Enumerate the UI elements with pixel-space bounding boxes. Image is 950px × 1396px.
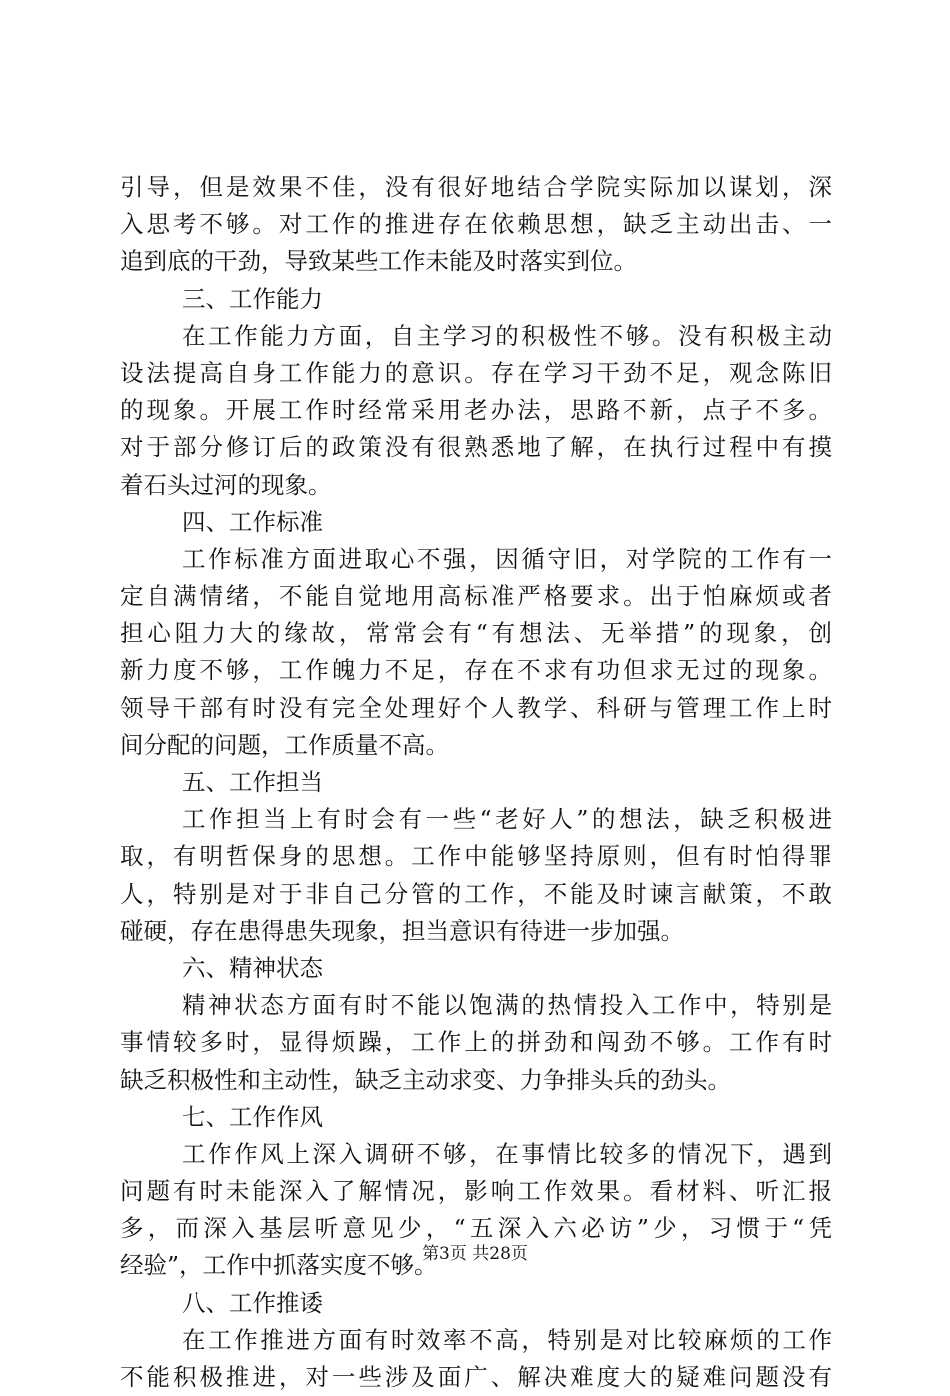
- section-heading: 七、工作作风: [182, 1102, 323, 1131]
- paragraph-line: 不能积极推进，对一些涉及面广、解决难度大的疑难问题没有: [120, 1363, 832, 1391]
- paragraph-line: 入思考不够。对工作的推进存在依赖思想，缺乏主动出击、一: [120, 210, 832, 239]
- section-heading: 三、工作能力: [182, 284, 323, 313]
- paragraph-first-line: 工作作风上深入调研不够，在事情比较多的情况下，遇到: [182, 1139, 832, 1168]
- paragraph-line: 对于部分修订后的政策没有很熟悉地了解，在执行过程中有摸: [120, 433, 832, 462]
- paragraph-line: 碰硬，存在患得患失现象，担当意识有待进一步加强。: [120, 916, 684, 945]
- paragraph-line: 的现象。开展工作时经常采用老办法，思路不新，点子不多。: [120, 396, 832, 425]
- paragraph-line: 间分配的问题，工作质量不高。: [120, 730, 449, 759]
- paragraph-line: 引导，但是效果不佳，没有很好地结合学院实际加以谋划，深: [120, 173, 832, 201]
- page-footer: 第3页 共28页: [422, 1244, 528, 1264]
- paragraph-first-line: 精神状态方面有时不能以饱满的热情投入工作中，特别是: [182, 991, 832, 1020]
- document-body: [120, 169, 832, 1396]
- paragraph-line: 担心阻力大的缘故，常常会有“有想法、无举措”的现象，创: [120, 619, 832, 648]
- section-heading: 四、工作标准: [182, 507, 323, 536]
- paragraph-line: 取，有明哲保身的思想。工作中能够坚持原则，但有时怕得罪: [120, 842, 832, 871]
- paragraph-line: 问题有时未能深入了解情况，影响工作效果。看材料、听汇报: [120, 1177, 832, 1206]
- paragraph-line: 多，而深入基层听意见少，“五深入六必访”少，习惯于“凭: [120, 1214, 832, 1243]
- paragraph-line: 缺乏积极性和主动性，缺乏主动求变、力争排头兵的劲头。: [120, 1065, 731, 1094]
- paragraph-first-line: 工作标准方面进取心不强，因循守旧，对学院的工作有一: [182, 544, 832, 573]
- section-heading: 五、工作担当: [182, 768, 323, 796]
- paragraph-line: 新力度不够，工作魄力不足，存在不求有功但求无过的现象。: [120, 656, 832, 685]
- paragraph-line: 事情较多时，显得烦躁，工作上的拼劲和闯劲不够。工作有时: [120, 1028, 832, 1057]
- paragraph-line: 着石头过河的现象。: [120, 470, 332, 499]
- paragraph-line: 追到底的干劲，导致某些工作未能及时落实到位。: [120, 247, 637, 276]
- paragraph-line: 设法提高自身工作能力的意识。存在学习干劲不足，观念陈旧: [120, 358, 832, 387]
- paragraph-line: 定自满情绪，不能自觉地用高标准严格要求。出于怕麻烦或者: [120, 582, 832, 611]
- section-heading: 六、精神状态: [182, 953, 323, 982]
- paragraph-line: 经验”，工作中抓落实度不够。: [120, 1251, 438, 1280]
- paragraph-first-line: 在工作推进方面有时效率不高，特别是对比较麻烦的工作: [182, 1325, 832, 1354]
- paragraph-first-line: 工作担当上有时会有一些“老好人”的想法，缺乏积极进: [182, 805, 832, 834]
- paragraph-first-line: 在工作能力方面，自主学习的积极性不够。没有积极主动: [182, 321, 832, 350]
- paragraph-line: 领导干部有时没有完全处理好个人教学、科研与管理工作上时: [120, 693, 832, 722]
- paragraph-line: 人，特别是对于非自己分管的工作，不能及时谏言献策，不敢: [120, 879, 832, 908]
- section-heading: 八、工作推诿: [182, 1288, 323, 1317]
